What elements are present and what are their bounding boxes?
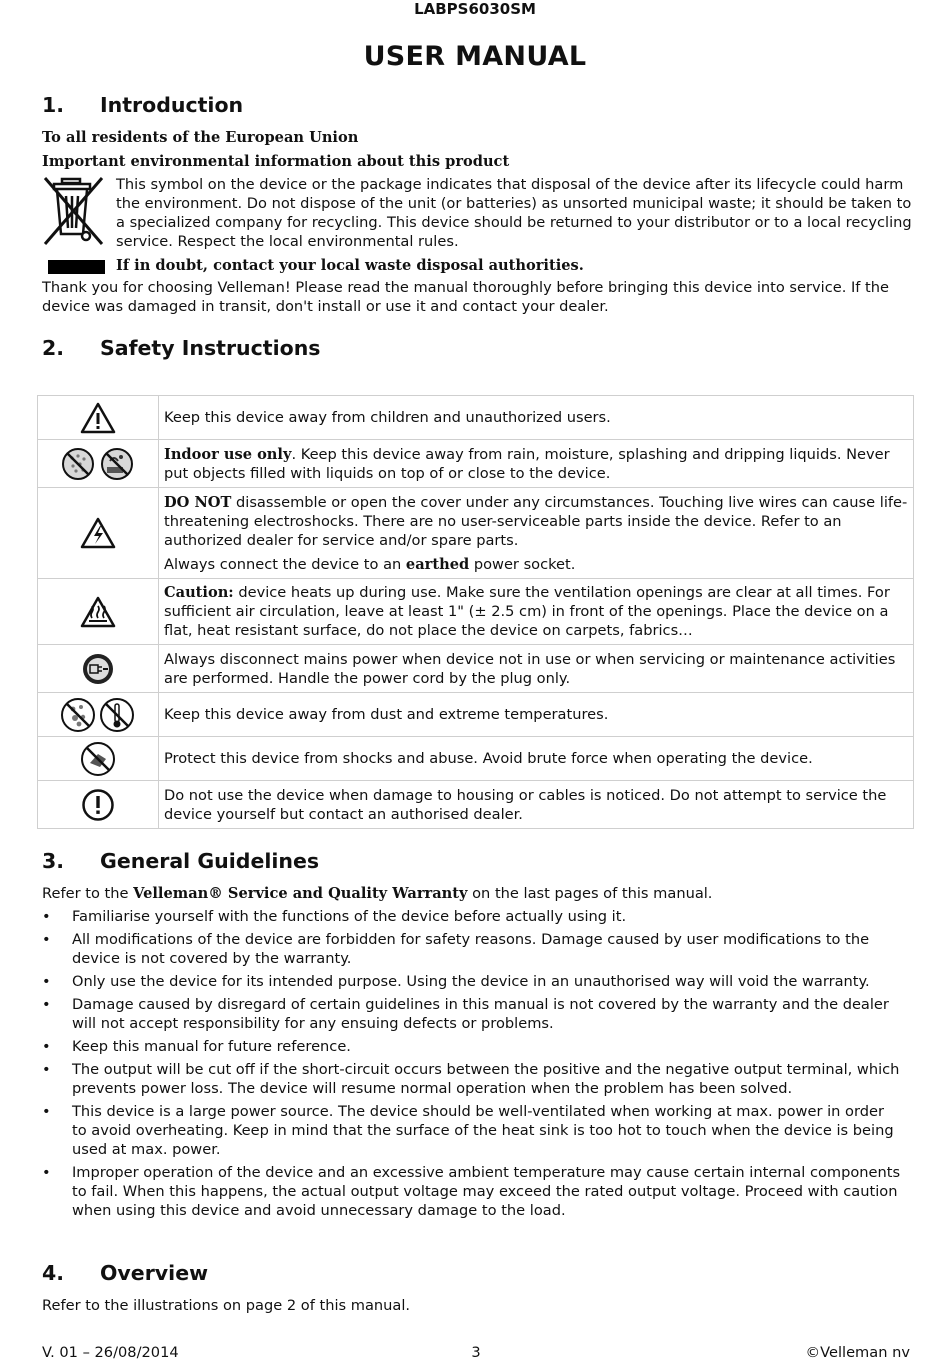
weee-text: This symbol on the device or the package indicates that disposal of the device after its lifecycle could harm the environment. Do not dispose of the unit (or batteries) as unsorted municipal waste; it should be taken to a specialized company for recycling. This device should be returned to your distributor or to a local recycling service. Respect the local environmental rules. — [116, 176, 912, 250]
safety-row — [38, 781, 914, 829]
section-heading-introduction — [42, 92, 243, 118]
intro-text: on the last pages of this manual. — [467, 885, 713, 902]
safety-text: . Keep this device away from rain, moisture, splashing and dripping liquids. Never put objects filled with liquids on top of or close to the device. — [164, 445, 890, 482]
guidelines-intro — [42, 884, 922, 903]
electric-shock-icon — [80, 524, 116, 541]
list-item: • All modifications of the device are forbidden for safety reasons. Damage caused by user modifications to the device is not covered by the warranty. — [42, 930, 902, 968]
safety-text: device heats up during use. Make sure the ventilation openings are clear at all times. For sufficient air circulation, leave at least 1" (± 2.5 cm) in front of the openings. Place the device on a flat, heat resistant surface, do not place the device on carpets, fabrics… — [164, 584, 890, 639]
safety-row — [38, 396, 914, 440]
warning-triangle-icon — [80, 409, 116, 426]
safety-text: Do not use the device when damage to housing or cables is noticed. Do not attempt to service the device yourself but contact an authorised dealer. — [159, 781, 914, 829]
section-number: 3. — [42, 849, 65, 873]
list-item: • Keep this manual for future reference. — [42, 1037, 902, 1056]
safety-text: Always disconnect mains power when device not in use or when servicing or maintenance activities are performed. Handle the power cord by the plug only. — [159, 645, 914, 693]
page-number: 3 — [471, 1344, 481, 1361]
safety-row — [38, 579, 914, 645]
overview-text: Refer to the illustrations on page 2 of this manual. — [42, 1297, 411, 1314]
safety-row — [38, 645, 914, 693]
safety-text: Keep this device away from children and unauthorized users. — [159, 396, 914, 440]
section-title: General Guidelines — [100, 849, 320, 873]
weee-bin-icon — [42, 174, 108, 246]
section-title: Introduction — [100, 93, 244, 117]
section-number: 4. — [42, 1261, 65, 1285]
black-bar — [48, 260, 105, 274]
list-item: • Familiarise yourself with the functions of the device before actually using it. — [42, 907, 902, 926]
intro-text: Refer to the — [42, 885, 134, 902]
dust-temperature-icon — [61, 706, 135, 723]
document-title: USER MANUAL — [363, 41, 587, 72]
env-heading: Important environmental information about this product — [42, 153, 510, 170]
indoor-use-icon — [61, 455, 135, 472]
list-item: • Only use the device for its intended purpose. Using the device in an unauthorised way will void the warranty. — [42, 972, 902, 991]
safety-row — [38, 440, 914, 488]
list-item: • The output will be cut off if the short-circuit occurs between the positive and the negative output terminal, which prevents power loss. The device will resume normal operation when the problem has been solved. — [42, 1060, 902, 1098]
section-number: 1. — [42, 93, 65, 117]
list-item: • Improper operation of the device and an excessive ambient temperature may cause certain internal components to fail. When this happens, the actual output voltage may exceed the rated output voltage. Proceed with caution when using this device and avoid unnecessary damage to the load. — [42, 1163, 902, 1220]
version-date: V. 01 – 26/08/2014 — [42, 1344, 179, 1361]
list-item: • This device is a large power source. The device should be well-ventilated when working at max. power in order to avoid overheating. Keep in mind that the surface of the heat sink is too hot to touch when the device is being used at max. power. — [42, 1102, 902, 1159]
safety-bold: DO NOT — [164, 493, 232, 511]
thanks-text: Thank you for choosing Velleman! Please read the manual thoroughly before bringing this device into service. If the device was damaged in transit, don't install or use it and contact your dealer. — [42, 279, 890, 315]
copyright: ©Velleman nv — [805, 1344, 910, 1361]
safety-text: Protect this device from shocks and abuse. Avoid brute force when operating the device. — [159, 737, 914, 781]
model-number: LABPS6030SM — [414, 0, 536, 18]
safety-text: Keep this device away from dust and extreme temperatures. — [159, 693, 914, 737]
section-heading-safety — [42, 335, 321, 361]
safety-text-extra: power socket. — [469, 555, 576, 573]
attention-icon — [81, 796, 115, 813]
warranty-name: Velleman® Service and Quality Warranty — [133, 885, 468, 902]
safety-text: disassemble or open the cover under any circumstances. Touching live wires can cause life-threatening electroshocks. There are no user-serviceable parts inside the device. Refer to an authorized dealer for service and/or spare parts. — [164, 493, 908, 549]
safety-table — [37, 395, 914, 829]
safety-text-extra: Always connect the device to an — [164, 555, 406, 573]
section-title: Safety Instructions — [100, 336, 321, 360]
safety-row — [38, 488, 914, 579]
section-heading-guidelines — [42, 848, 319, 874]
eu-heading: To all residents of the European Union — [42, 129, 359, 146]
guidelines-list — [42, 907, 902, 1224]
safety-row — [38, 737, 914, 781]
section-heading-overview — [42, 1260, 208, 1286]
safety-row — [38, 693, 914, 737]
safety-bold-extra: earthed — [405, 555, 470, 573]
no-shock-icon — [80, 750, 116, 767]
safety-bold: Caution: — [164, 584, 234, 601]
section-title: Overview — [100, 1261, 209, 1285]
safety-bold: Indoor use only — [164, 445, 292, 463]
unplug-icon — [81, 660, 115, 677]
hot-surface-icon — [80, 603, 116, 620]
list-item: • Damage caused by disregard of certain guidelines in this manual is not covered by the warranty and the dealer will not accept responsibility for any ensuing defects or problems. — [42, 995, 902, 1033]
doubt-text: If in doubt, contact your local waste disposal authorities. — [116, 257, 584, 274]
section-number: 2. — [42, 336, 65, 360]
